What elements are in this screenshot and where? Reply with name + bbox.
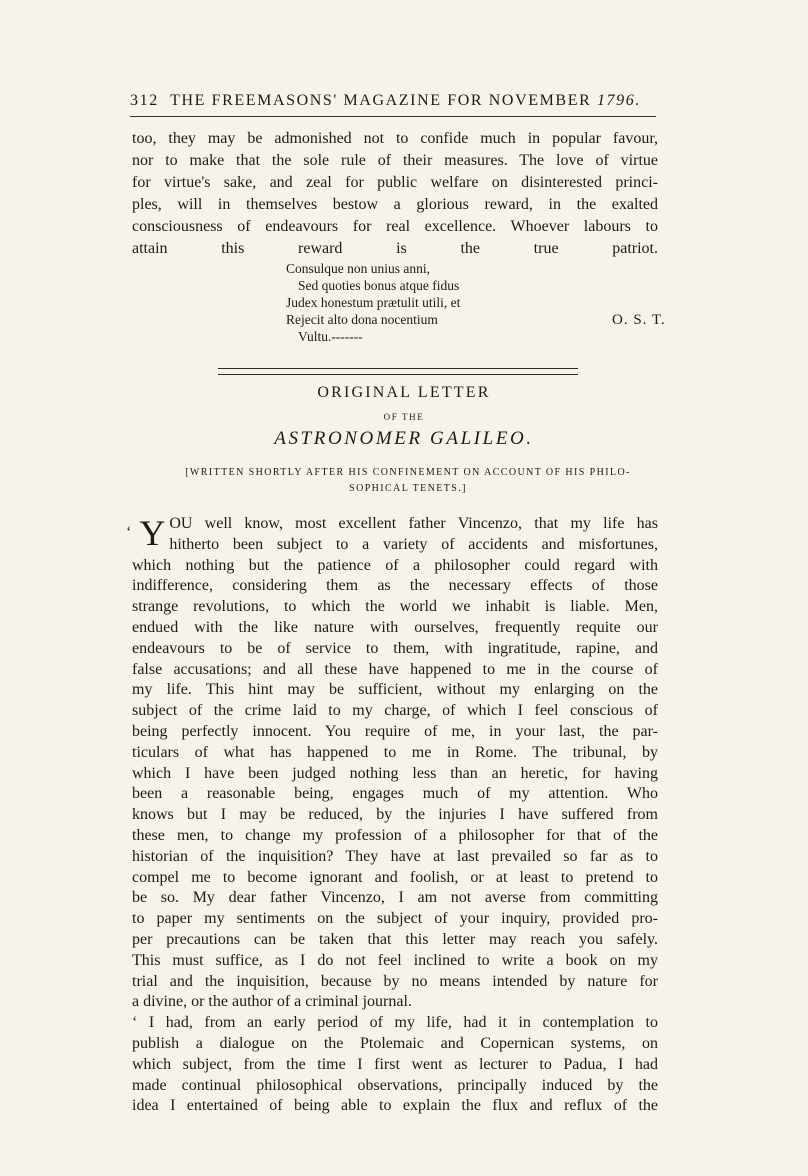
text-line: be so. My dear father Vincenzo, I am not averse from committing [132,889,658,907]
text-line: OU well know, most excellent father Vincenzo, that my life has [169,515,658,532]
text-line: a divine, or the author of a criminal journal. [132,993,412,1011]
text-line: indifference, considering them as the necessary effects of those [132,577,658,595]
text-line: strange revolutions, to which the world we inhabit is liable. Men, [132,598,658,616]
text-line: my life. This hint may be sufficient, without my enlarging on the [132,681,658,699]
text-line: This must suffice, as I do not feel inclined to write a book on my [132,951,658,969]
text-line: attain this reward is the true patriot. [132,240,658,257]
text-line: which nothing but the patience of a philosopher could regard with [132,556,658,574]
text-line: compel me to become ignorant and foolish, or at least to pretend to [132,868,658,886]
open-quote: ‘ [126,524,132,541]
text-line: trial and the inquisition, because by no means intended by nature for [132,972,658,990]
running-head-year: 1796. [596,92,641,109]
verse-line: Sed quoties bonus atque fidus [298,278,460,293]
text-line: made continual philosophical observations, principally induced by the [132,1076,658,1094]
section-divider [218,368,578,375]
running-head-title: THE FREEMASONS' MAGAZINE FOR NOVEMBER [170,92,592,109]
text-line: endeavours to be of service to them, with ingratitude, rapine, and [132,639,658,657]
drop-cap [126,513,166,553]
text-line: idea I entertained of being able to explain the flux and reflux of the [132,1097,658,1115]
subtitle-line: [WRITTEN SHORTLY AFTER HIS CONFINEMENT ON ACCOUNT OF HIS PHILO- [185,467,631,478]
text-line: been a reasonable being, engages much of my attention. Who [132,785,658,803]
text-line: historian of the inquisition? They have at last prevailed so far as to [132,847,658,865]
text-line: hitherto been subject to a variety of accidents and misfortunes, [169,535,658,553]
text-line: ples, will in themselves bestow a glorious reward, in the exalted [132,196,658,213]
text-line: too, they may be admonished not to confide much in popular favour, [132,130,658,147]
article-title: ORIGINAL LETTER [317,384,491,401]
header-rule [130,116,656,117]
article-title-of: OF THE [383,412,425,422]
text-line: consciousness of endeavours for real excellence. Whoever labours to [132,218,658,235]
running-head [130,92,690,110]
opening-paragraph [132,128,658,260]
signature: O. S. T. [612,312,666,328]
text-line: false accusations; and all these have happened to me in the course of [132,660,658,678]
text-line: these men, to change my profession of a philosopher for that of the [132,826,658,844]
verse-line: Judex honestum prætulit utili, et [286,295,461,310]
text-line: nor to make that the sole rule of their measures. The love of virtue [132,152,658,169]
text-line: being perfectly innocent. You require of me, in your last, the par- [132,722,658,740]
text-line: to paper my sentiments on the subject of your inquiry, provided pro- [132,910,658,928]
text-line: per precautions can be taken that this letter may reach you safely. [132,930,658,948]
subtitle-line: SOPHICAL TENETS.] [349,483,467,494]
verse-line: Rejecit alto dona nocentium [286,312,438,327]
text-line: ticulars of what has happened to me in Rome. The tribunal, by [132,743,658,761]
text-line: which subject, from the time I first went as lecturer to Padua, I had [132,1055,658,1073]
text-line: which I have been judged nothing less than an heretic, for having [132,764,658,782]
article-title-name: ASTRONOMER GALILEO. [274,428,534,449]
article-subtitle [148,465,668,497]
text-line: for virtue's sake, and zeal for public welfare on disinterested princi- [132,174,658,191]
verse-line: Vultu.------- [298,329,363,344]
letter-body [126,513,658,1117]
text-line: ‘ I had, from an early period of my life, had it in contemplation to [132,1014,658,1032]
text-line: endued with the like nature with ourselves, frequently requite our [132,618,658,636]
drop-cap-letter: Y [139,513,166,553]
text-line: publish a dialogue on the Ptolemaic and Copernican systems, on [132,1034,658,1052]
latin-verse [286,260,666,345]
text-line: knows but I may be reduced, by the injuries I have suffered from [132,806,658,824]
verse-line: Consulque non unius anni, [286,261,430,276]
text-line: subject of the crime laid to my charge, of which I feel conscious of [132,702,658,720]
page-number: 312 [130,92,159,109]
